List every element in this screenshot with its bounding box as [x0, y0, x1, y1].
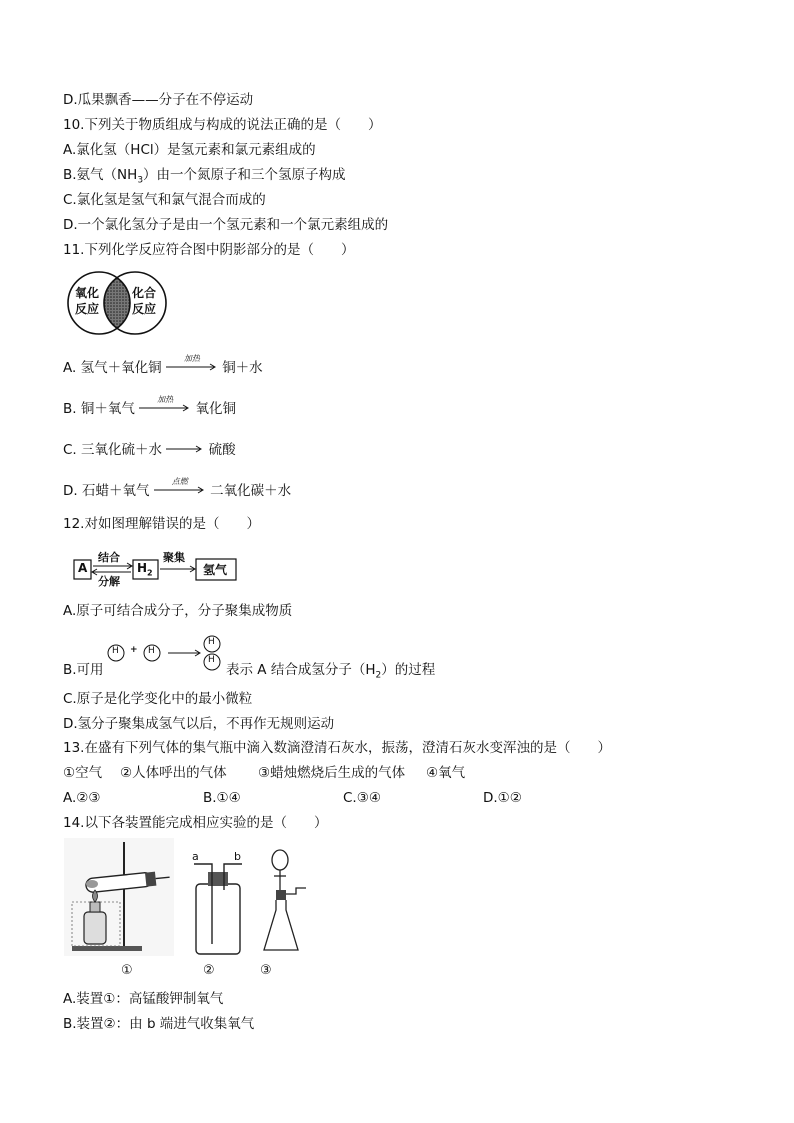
q13-item-2: ②人体呼出的气体 [120, 765, 227, 781]
q12-option-b-sub: 2 [375, 670, 382, 681]
arrow-condition-d: 点燃 [171, 477, 188, 486]
q13-option-c: C.③④ [343, 790, 381, 806]
q12-option-b-end: ）的过程 [381, 662, 436, 678]
arrow-heating [166, 354, 218, 377]
q11-option-a-lhs: A. 氢气＋氧化铜 [63, 360, 162, 376]
q11-option-b-lhs: B. 铜＋氧气 [63, 401, 135, 417]
arrow-condition-b: 加热 [157, 395, 174, 404]
atom-molecule-diagram [73, 546, 241, 588]
q10-option-b-post: ）由一个氮原子和三个氢原子构成 [143, 167, 346, 183]
q11-option-d-rhs: 二氧化碳＋水 [210, 483, 292, 499]
venn-diagram [65, 269, 169, 337]
q14-option-a: A.装置①：高锰酸钾制氧气 [63, 991, 224, 1007]
apparatus-label-1: ① [121, 963, 133, 978]
q9-option-d: D.瓜果飘香——分子在不停运动 [63, 92, 254, 108]
q10-option-b [63, 166, 346, 190]
q12-option-b-pre: B.可用 [63, 662, 104, 678]
hydrogen-atoms-diagram [104, 633, 224, 675]
q13-item-4: ④氧气 [426, 765, 466, 781]
diagram-combine: 结合 [98, 551, 120, 564]
arrow-heating [139, 395, 191, 418]
diagram-gather: 聚集 [163, 551, 185, 564]
arrow-plain [166, 441, 204, 459]
diagram-box-h2-main: H [137, 561, 148, 575]
atom-h-4: H [208, 655, 215, 665]
q10-option-c: C.氯化氢是氢气和氯气混合而成的 [63, 192, 266, 208]
q11-option-a-rhs: 铜＋水 [222, 360, 263, 376]
q12-option-d: D.氢分子聚集成氢气以后，不再作无规则运动 [63, 716, 335, 732]
diagram-decompose: 分解 [98, 575, 120, 588]
diagram-box-a: A [78, 561, 88, 575]
q11-option-c [63, 441, 236, 459]
q11-option-a [63, 354, 263, 377]
q11-option-c-lhs: C. 三氧化硫＋水 [63, 442, 163, 458]
atom-h-1: H [112, 646, 119, 656]
q13-option-d: D.①② [483, 790, 522, 806]
q13-item-3: ③蜡烛燃烧后生成的气体 [258, 765, 406, 781]
venn-left-bottom: 反应 [75, 302, 100, 316]
venn-right-bottom: 反应 [132, 302, 157, 316]
atom-h-2: H [148, 646, 155, 656]
apparatus-label-3: ③ [260, 963, 272, 978]
arrow-ignite [154, 477, 206, 500]
tube-a-label: a [192, 850, 199, 863]
diagram-box-h2-sub: 2 [147, 568, 153, 578]
q11-option-b [63, 395, 236, 418]
apparatus-1-heating-tube [64, 838, 174, 956]
q11-option-d [63, 477, 292, 500]
q11-option-c-rhs: 硫酸 [208, 442, 236, 458]
q11-option-b-rhs: 氧化铜 [195, 401, 236, 417]
q13-option-b: B.①④ [203, 790, 241, 806]
q10-option-b-pre: B.氨气（NH [63, 167, 138, 183]
q10-option-d: D.一个氯化氢分子是由一个氢元素和一个氯元素组成的 [63, 217, 389, 233]
atom-plus: + [130, 645, 138, 655]
q12-option-a: A.原子可结合成分子，分子聚集成物质 [63, 603, 293, 619]
q13-item-1: ①空气 [63, 765, 103, 781]
tube-b-label: b [234, 850, 241, 863]
venn-right-top: 化合 [132, 286, 157, 300]
diagram-box-h2 [137, 561, 153, 577]
diagram-box-gas: 氢气 [203, 563, 228, 577]
q12-option-b-post-text: 表示 A 结合成氢分子（H [226, 662, 376, 678]
q14-stem: 14.以下各装置能完成相应实验的是（ ） [63, 815, 328, 831]
q10-option-b-sub: 3 [137, 175, 144, 186]
apparatus-2-gas-bottle [188, 850, 248, 956]
q13-option-a: A.②③ [63, 790, 101, 806]
q11-stem: 11.下列化学反应符合图中阴影部分的是（ ） [63, 242, 355, 258]
apparatus-3-flask-funnel [262, 848, 310, 956]
q10-option-a: A.氯化氢（HCl）是氢元素和氯元素组成的 [63, 142, 316, 158]
q12-option-b-post [226, 661, 435, 685]
atom-h-3: H [208, 637, 215, 647]
q11-option-d-lhs: D. 石蜡＋氧气 [63, 483, 150, 499]
q12-option-c: C.原子是化学变化中的最小微粒 [63, 691, 253, 707]
q10-stem: 10.下列关于物质组成与构成的说法正确的是（ ） [63, 117, 382, 133]
venn-left-top: 氧化 [75, 286, 100, 300]
arrow-condition-a: 加热 [183, 354, 200, 363]
q14-option-b: B.装置②：由 b 端进气收集氧气 [63, 1016, 255, 1032]
q13-stem: 13.在盛有下列气体的集气瓶中滴入数滴澄清石灰水，振荡，澄清石灰水变浑浊的是（ ） [63, 740, 611, 756]
apparatus-label-2: ② [203, 963, 215, 978]
q12-stem: 12.对如图理解错误的是（ ） [63, 516, 260, 532]
